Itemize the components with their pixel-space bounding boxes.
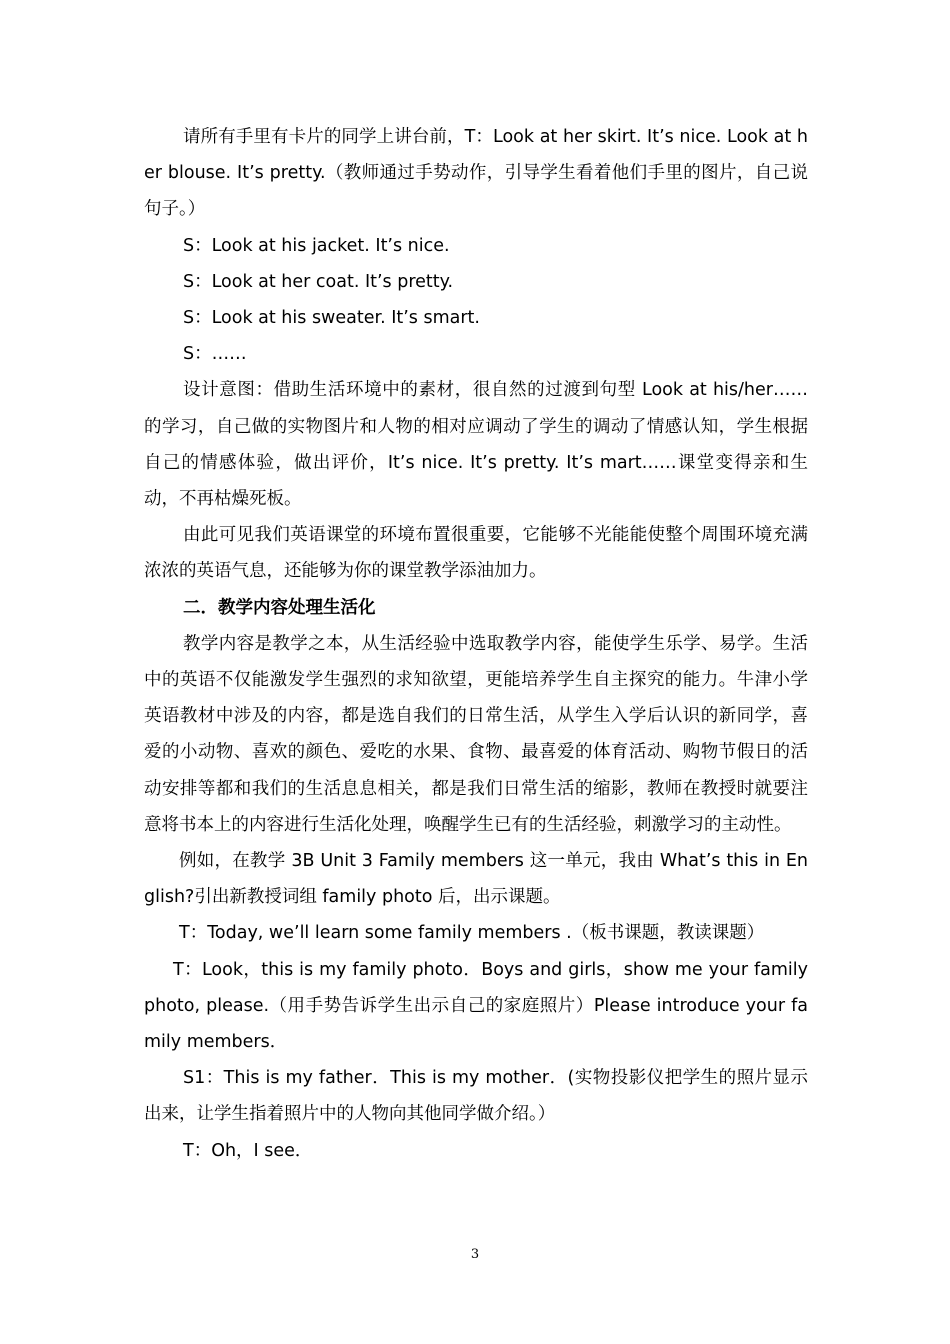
paragraph-example-unit: 例如，在教学 3B Unit 3 Family members 这一单元，我由 What’s this in English?引出新教授词组 family photo 后，出示课题。 — [144, 851, 808, 908]
dialogue-line-student-s1: S1：This is my father．This is my mother．(实物投影仪把学生的照片显示出来，让学生指着照片中的人物向其他同学做介绍。） — [144, 1068, 808, 1125]
dialogue-line-jacket: S：Look at his jacket. It’s nice. — [183, 235, 450, 256]
dialogue-line-teacher-look: T：Look，this is my family photo．Boys and girls，show me your family photo, please.（用手势告诉学生出示自己的家庭照片）Please introduce your family members． — [144, 959, 808, 1053]
dialogue-line-sweater: S：Look at his sweater. It’s smart. — [183, 308, 480, 329]
dialogue-line-coat: S：Look at her coat. It’s pretty. — [183, 271, 454, 292]
document-body — [144, 119, 808, 1169]
dialogue-line-teacher-today: T：Today, we’ll learn some family members .（板书课题，教读课题） — [179, 923, 765, 944]
dialogue-line-teacher-oh: T：Oh，I see． — [183, 1140, 313, 1161]
dialogue-line-ellipsis: S：…… — [183, 344, 247, 365]
paragraph-environment-summary: 由此可见我们英语课堂的环境布置很重要，它能够不光能能使整个周围环境充满浓浓的英语气息，还能够为你的课堂教学添油加力。 — [144, 525, 808, 582]
page-number: 3 — [470, 1247, 480, 1262]
section-heading: 二．教学内容处理生活化 — [183, 597, 376, 618]
paragraph-design-intent: 设计意图：借助生活环境中的素材，很自然的过渡到句型 Look at his/her……的学习，自己做的实物图片和人物的相对应调动了学生的调动了情感认知，学生根据自己的情感体验，做出评价，It’s nice. It’s pretty. It’s mart……课堂变得亲和生动，不再枯燥死板。 — [144, 380, 808, 510]
paragraph-card-activity: 请所有手里有卡片的同学上讲台前，T：Look at her skirt. It’s nice. Look at her blouse. It’s pretty.（教师通过手势动作，引导学生看着他们手里的图片，自己说句子。） — [144, 127, 808, 220]
paragraph-teaching-content: 教学内容是教学之本，从生活经验中选取教学内容，能使学生乐学、易学。生活中的英语不仅能激发学生强烈的求知欲望，更能培养学生自主探究的能力。牛津小学英语教材中涉及的内容，都是选自我们的日常生活，从学生入学后认识的新同学，喜爱的小动物、喜欢的颜色、爱吃的水果、食物、最喜爱的体育活动、购物节假日的活动安排等都和我们的生活息息相关，都是我们日常生活的缩影，教师在教授时就要注意将书本上的内容进行生活化处理，唤醒学生已有的生活经验，刺激学习的主动性。 — [144, 633, 808, 835]
